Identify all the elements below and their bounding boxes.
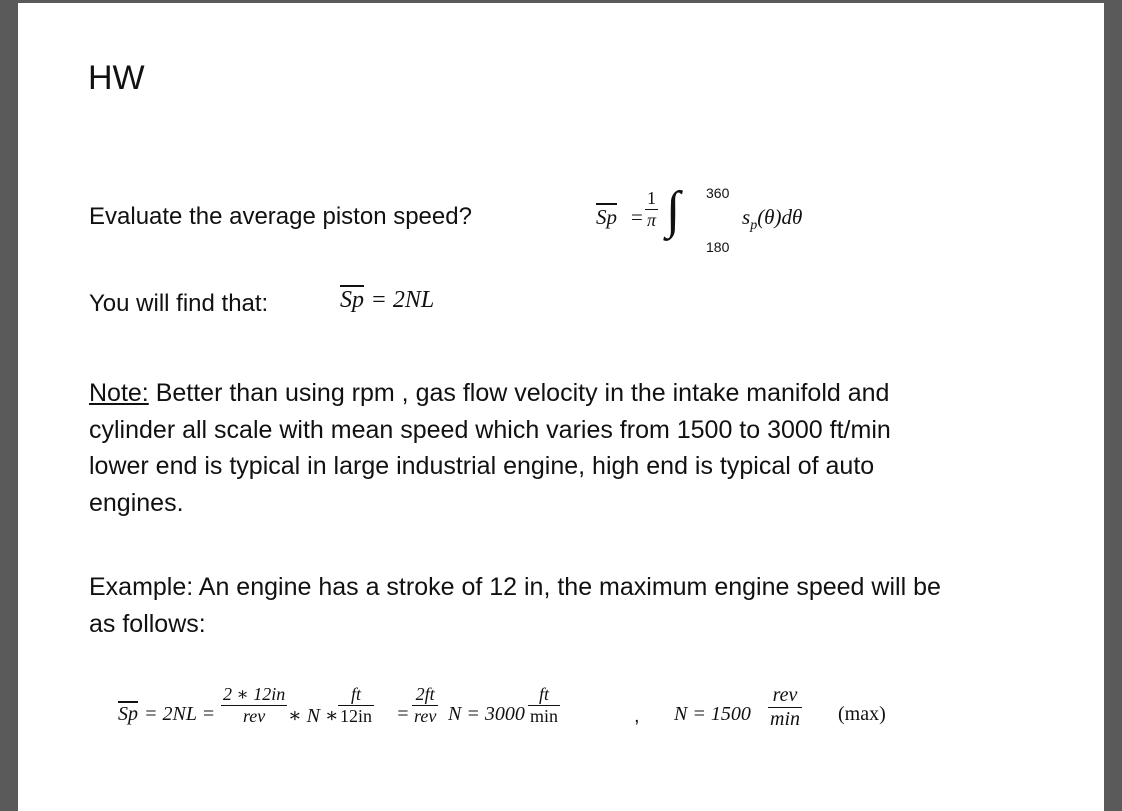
example-line-2: as follows: [89,609,206,638]
result-lhs: $\overline{Sp}$ [340,287,364,313]
page-title: HW [88,59,145,97]
question-average-piston-speed: Evaluate the average piston speed? [89,203,472,230]
eq-lhs: $\overline{Sp}$ [118,703,138,725]
question-you-will-find: You will find that: [89,290,269,317]
formula-one-over-pi: $\frac{1}{\pi}$ [647,188,657,230]
document-page [18,3,1104,811]
eq-separator-comma: , [634,705,640,727]
note-line-1: Note: Better than using rpm , gas flow velocity in the intake manifold and [89,379,890,407]
integral-lower-limit: 180 [706,239,730,255]
eq-fraction-3: 2ft rev [414,684,437,726]
eq-fraction-4: ft min [530,684,559,726]
eq-part-3: = [396,703,410,725]
note-line-4: engines. [89,488,184,517]
eq-part-4: N = 3000 [448,703,525,725]
integrand: $s_p(\theta)d\theta$ [742,205,803,234]
eq-fraction-5: rev min [770,684,800,730]
note-line-2: cylinder all scale with mean speed which varies from 1500 to 3000 ft/min [89,415,891,444]
formula-lhs: $\overline{Sp}$ [596,205,617,229]
example-line-1: Example: An engine has a stroke of 12 in, the maximum engine speed will be [89,573,941,601]
note-line-3: lower end is typical in large industrial engine, high end is typical of auto [89,452,875,480]
result-rhs: = 2NL [370,287,435,313]
note-label: Note: [89,379,149,407]
formula-equals: = [631,205,643,229]
example-paragraph [89,569,941,642]
eq-part-5: N = 1500 [674,703,751,725]
integral-sign: ∫ [666,182,681,239]
eq-fraction-2: $\frac{ft}{12in}$ [340,684,373,726]
integral-upper-limit: 360 [706,185,730,201]
note-paragraph [89,375,891,521]
eq-fraction-1: 2 ∗ 12in rev [223,684,286,726]
eq-part-1: = 2NL = [144,703,216,725]
eq-max-label: (max) [838,703,886,725]
eq-part-2: ∗ N ∗ [288,705,339,727]
result-formula [340,286,434,314]
